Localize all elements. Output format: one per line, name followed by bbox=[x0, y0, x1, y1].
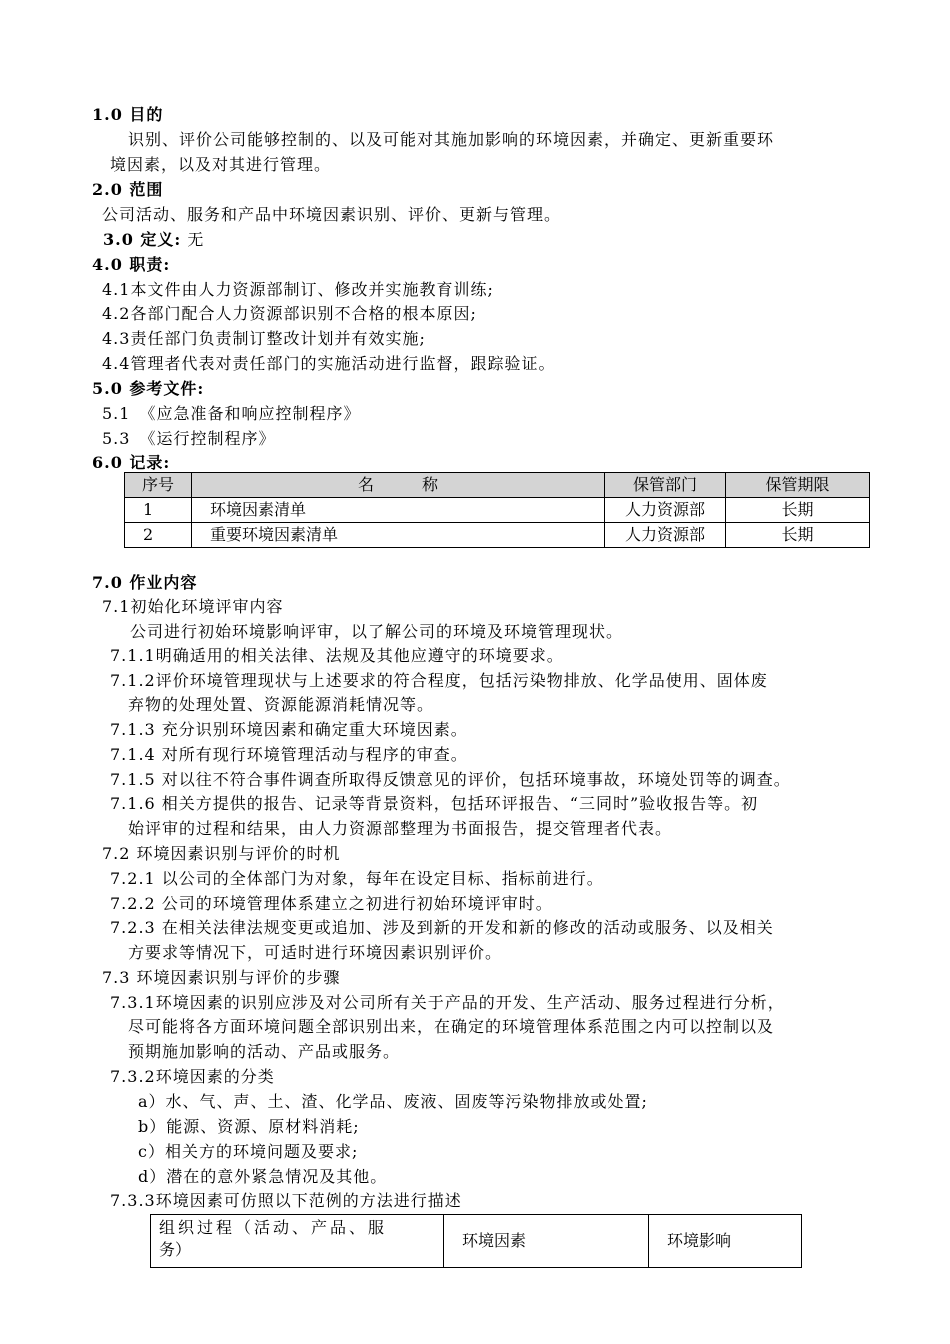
header-cell-impact: 环境影响 bbox=[649, 1215, 802, 1268]
header-process-line: 组织过程（活动、产品、服 bbox=[159, 1218, 388, 1237]
section-7-line: 尽可能将各方面环境问题全部识别出来，在确定的环境管理体系范围之内可以控制以及 bbox=[128, 1017, 775, 1036]
row-period: 长期 bbox=[726, 498, 870, 523]
section-7-line: 7.1.6 相关方提供的报告、记录等背景资料，包括环评报告、“三同时”验收报告等。初 bbox=[110, 794, 759, 813]
section-5-title: 5.0 参考文件: bbox=[92, 379, 205, 398]
section-7-line: c）相关方的环境问题及要求; bbox=[138, 1142, 359, 1161]
section-7-line: 7.2 环境因素识别与评价的时机 bbox=[102, 844, 341, 863]
section-5-item: 5.3 《运行控制程序》 bbox=[102, 429, 276, 448]
section-4-item: 4.4管理者代表对责任部门的实施活动进行监督，跟踪验证。 bbox=[102, 354, 556, 373]
row-no: 2 bbox=[125, 523, 192, 548]
section-7-line: 7.2.2 公司的环境管理体系建立之初进行初始环境评审时。 bbox=[110, 894, 553, 913]
section-7-line: a）水、气、声、土、渣、化学品、废液、固废等污染物排放或处置; bbox=[138, 1092, 648, 1111]
records-table-header bbox=[125, 473, 870, 498]
section-5-item: 5.1 《应急准备和响应控制程序》 bbox=[102, 404, 361, 423]
row-dept: 人力资源部 bbox=[605, 523, 726, 548]
section-7-line: d）潜在的意外紧急情况及其他。 bbox=[138, 1167, 388, 1186]
header-cell-period: 保管期限 bbox=[726, 473, 870, 498]
section-7-line: 7.2.3 在相关法律法规变更或追加、涉及到新的开发和新的修改的活动或服务、以及相关 bbox=[110, 918, 774, 937]
section-7-title: 7.0 作业内容 bbox=[92, 573, 198, 592]
header-cell-dept: 保管部门 bbox=[605, 473, 726, 498]
section-1-title: 1.0 目的 bbox=[92, 105, 164, 124]
row-dept: 人力资源部 bbox=[605, 498, 726, 523]
table-row bbox=[125, 498, 870, 523]
section-3-title: 3.0 定义: bbox=[103, 230, 182, 249]
section-7-line: 7.3 环境因素识别与评价的步骤 bbox=[102, 968, 341, 987]
header-cell-aspect: 环境因素 bbox=[444, 1215, 649, 1268]
section-4-item: 4.1本文件由人力资源部制订、修改并实施教育训练; bbox=[102, 280, 494, 299]
section-7-line: 7.1.4 对所有现行环境管理活动与程序的审查。 bbox=[110, 745, 468, 764]
section-3-value: 无 bbox=[187, 230, 205, 249]
section-7-line: 7.3.2环境因素的分类 bbox=[110, 1067, 275, 1086]
section-7-line: 预期施加影响的活动、产品或服务。 bbox=[128, 1042, 401, 1061]
header-process-line: 务） bbox=[159, 1240, 192, 1259]
header-cell-name: 名 称 bbox=[192, 473, 605, 498]
section-7-line: 7.1.1明确适用的相关法律、法规及其他应遵守的环境要求。 bbox=[110, 646, 564, 665]
row-period: 长期 bbox=[726, 523, 870, 548]
section-7-line: 7.1.5 对以往不符合事件调查所取得反馈意见的评价，包括环境事故，环境处罚等的调查。 bbox=[110, 770, 791, 789]
row-name: 环境因素清单 bbox=[192, 498, 605, 523]
section-7-line: 弃物的处理处置、资源能源消耗情况等。 bbox=[128, 695, 435, 714]
section-4-item: 4.3责任部门负责制订整改计划并有效实施; bbox=[102, 329, 426, 348]
section-7-line: 7.1初始化环境评审内容 bbox=[102, 597, 284, 616]
section-3 bbox=[103, 229, 204, 251]
section-4-item: 4.2各部门配合人力资源部识别不合格的根本原因; bbox=[102, 304, 477, 323]
section-7-line: 7.1.2评价环境管理现状与上述要求的符合程度，包括污染物排放、化学品使用、固体废 bbox=[110, 671, 768, 690]
example-table bbox=[150, 1214, 802, 1268]
header-cell-no: 序号 bbox=[125, 473, 192, 498]
header-cell-process bbox=[151, 1215, 444, 1268]
section-7-line: 7.2.1 以公司的全体部门为对象，每年在设定目标、指标前进行。 bbox=[110, 869, 604, 888]
section-1-line: 识别、评价公司能够控制的、以及可能对其施加影响的环境因素，并确定、更新重要环 bbox=[128, 130, 775, 149]
section-4-title: 4.0 职责: bbox=[92, 255, 171, 274]
section-6-title: 6.0 记录: bbox=[92, 453, 171, 472]
section-7-line: 7.3.1环境因素的识别应涉及对公司所有关于产品的开发、生产活动、服务过程进行分析， bbox=[110, 993, 785, 1012]
section-7-line: b）能源、资源、原材料消耗; bbox=[138, 1117, 360, 1136]
section-7-line: 公司进行初始环境影响评审，以了解公司的环境及环境管理现状。 bbox=[130, 622, 624, 641]
row-name: 重要环境因素清单 bbox=[192, 523, 605, 548]
section-7-line: 始评审的过程和结果，由人力资源部整理为书面报告，提交管理者代表。 bbox=[128, 819, 673, 838]
section-2-line: 公司活动、服务和产品中环境因素识别、评价、更新与管理。 bbox=[102, 205, 562, 224]
row-no: 1 bbox=[125, 498, 192, 523]
section-1-line: 境因素，以及对其进行管理。 bbox=[110, 155, 332, 174]
section-7-line: 7.1.3 充分识别环境因素和确定重大环境因素。 bbox=[110, 720, 468, 739]
records-table bbox=[124, 472, 870, 548]
table-row bbox=[125, 523, 870, 548]
section-7-line: 方要求等情况下，可适时进行环境因素识别评价。 bbox=[128, 943, 503, 962]
section-7-line: 7.3.3环境因素可仿照以下范例的方法进行描述 bbox=[110, 1191, 462, 1210]
section-2-title: 2.0 范围 bbox=[92, 180, 164, 199]
example-table-header bbox=[151, 1215, 802, 1268]
